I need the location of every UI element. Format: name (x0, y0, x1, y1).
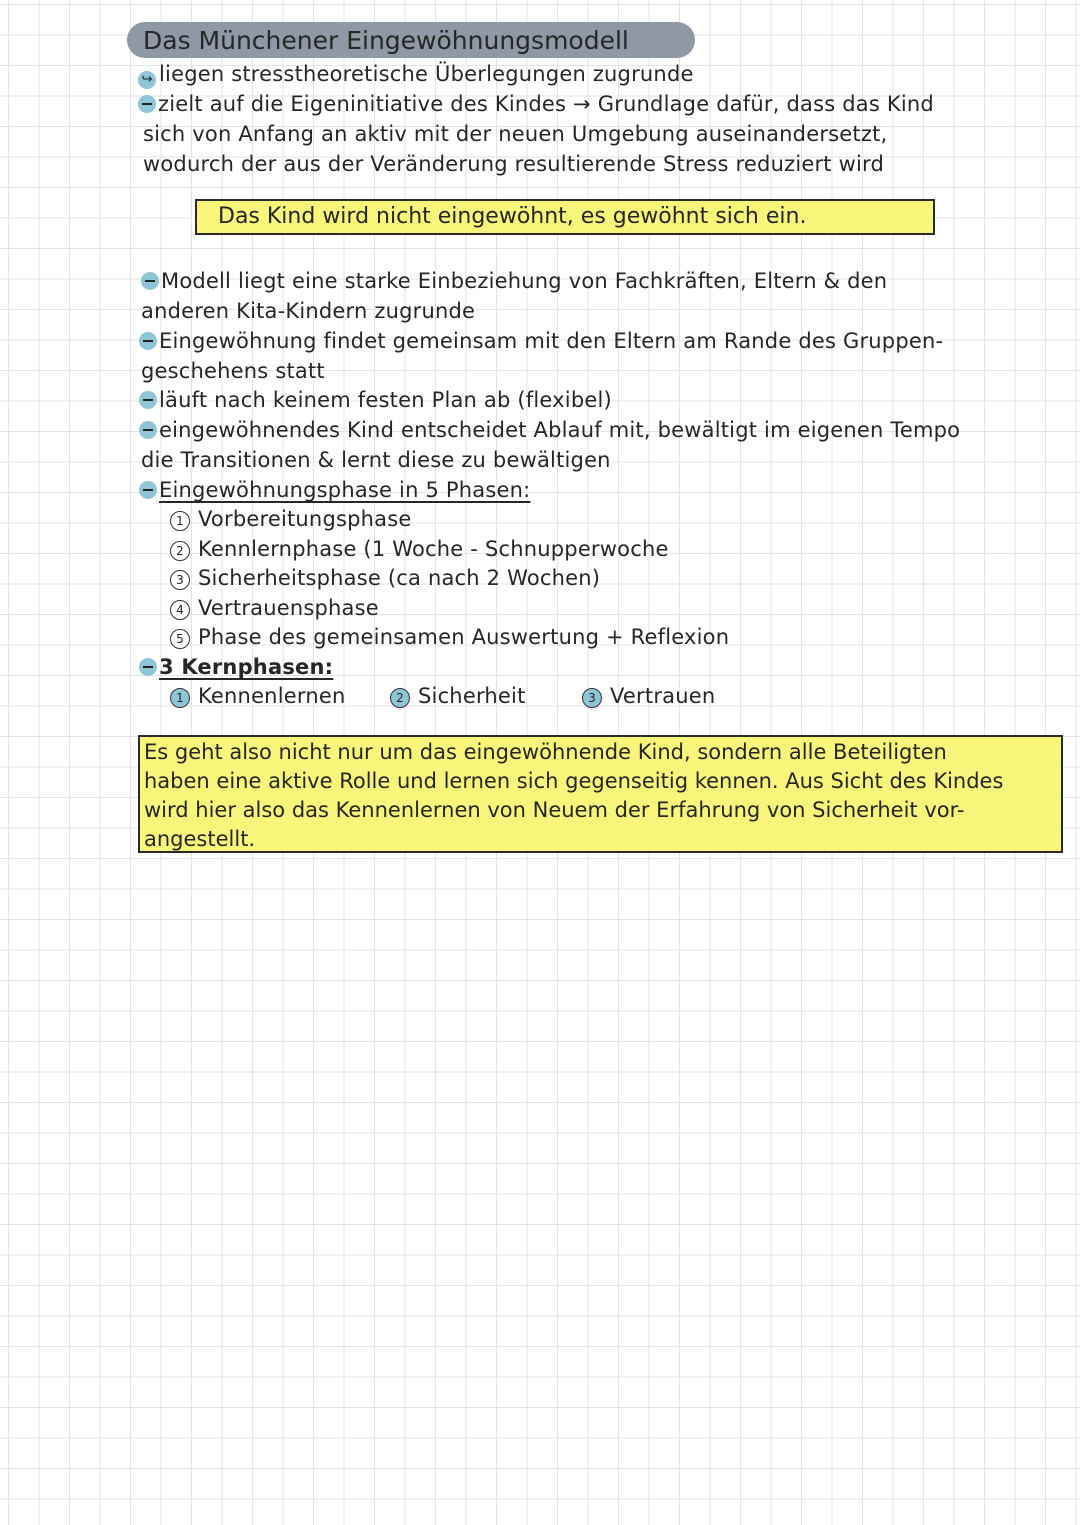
summary-line-4: angestellt. (144, 827, 256, 851)
core-phase-item: 1 Kennenlernen (170, 681, 345, 711)
number-circle-icon: 2 (170, 541, 190, 561)
core-phase-item: 3 Vertrauen (582, 681, 715, 711)
summary-line-3: wird hier also das Kennenlernen von Neuem der Erfahrung von Sicherheit vor- (144, 798, 965, 822)
dash-bullet-icon (141, 272, 159, 290)
number-circle-icon: 5 (170, 629, 190, 649)
point-line-1: Modell liegt eine starke Einbeziehung von Fachkräften, Eltern & den (141, 266, 887, 296)
core-phase-item: 2 Sicherheit (390, 681, 526, 711)
number-circle-icon: 2 (390, 688, 410, 708)
summary-line-1: Es geht also nicht nur um das eingewöhnende Kind, sondern alle Beteiligten (144, 740, 947, 764)
point-line-2: anderen Kita-Kindern zugrunde (141, 299, 476, 323)
number-circle-icon: 3 (170, 570, 190, 590)
dash-bullet-icon (138, 95, 156, 113)
phase-item: 1 Vorbereitungsphase (170, 504, 412, 534)
point-line-6: eingewöhnendes Kind entscheidet Ablauf mit, bewältigt im eigenen Tempo (139, 415, 960, 445)
dash-bullet-icon (139, 391, 157, 409)
number-circle-icon: 1 (170, 511, 190, 531)
arrow-bullet-icon: ↪ (138, 71, 156, 89)
phase-item: 3 Sicherheitsphase (ca nach 2 Wochen) (170, 563, 600, 593)
core-heading: 3 Kernphasen: (139, 652, 333, 682)
summary-line-2: haben eine aktive Rolle und lernen sich gegenseitig kennen. Aus Sicht des Kindes (144, 769, 1004, 793)
phase-item: 5 Phase des gemeinsamen Auswertung + Reflexion (170, 622, 729, 652)
dash-bullet-icon (139, 421, 157, 439)
phases-heading: Eingewöhnungsphase in 5 Phasen: (139, 475, 530, 505)
point-line-4: geschehens statt (141, 359, 325, 383)
intro-line-2: zielt auf die Eigeninitiative des Kindes → Grundlage dafür, dass das Kind (138, 89, 934, 119)
number-circle-icon: 3 (582, 688, 602, 708)
phase-item: 2 Kennlernphase (1 Woche - Schnupperwoche (170, 534, 669, 564)
phase-item: 4 Vertrauensphase (170, 593, 379, 623)
page-title: Das Münchener Eingewöhnungsmodell (143, 26, 629, 55)
quote-text: Das Kind wird nicht eingewöhnt, es gewöhnt sich ein. (218, 204, 807, 229)
dash-bullet-icon (139, 658, 157, 676)
number-circle-icon: 4 (170, 600, 190, 620)
point-line-5: läuft nach keinem festen Plan ab (flexibel) (139, 385, 612, 415)
point-line-3: Eingewöhnung findet gemeinsam mit den Eltern am Rande des Gruppen- (139, 326, 943, 356)
intro-line-3: sich von Anfang an aktiv mit der neuen Umgebung auseinandersetzt, (143, 122, 888, 146)
intro-line-4: wodurch der aus der Veränderung resultierende Stress reduziert wird (143, 152, 885, 176)
dash-bullet-icon (139, 332, 157, 350)
intro-line-1: ↪ liegen stresstheoretische Überlegungen zugrunde (138, 59, 694, 89)
dash-bullet-icon (139, 481, 157, 499)
point-line-7: die Transitionen & lernt diese zu bewältigen (141, 448, 611, 472)
number-circle-icon: 1 (170, 688, 190, 708)
